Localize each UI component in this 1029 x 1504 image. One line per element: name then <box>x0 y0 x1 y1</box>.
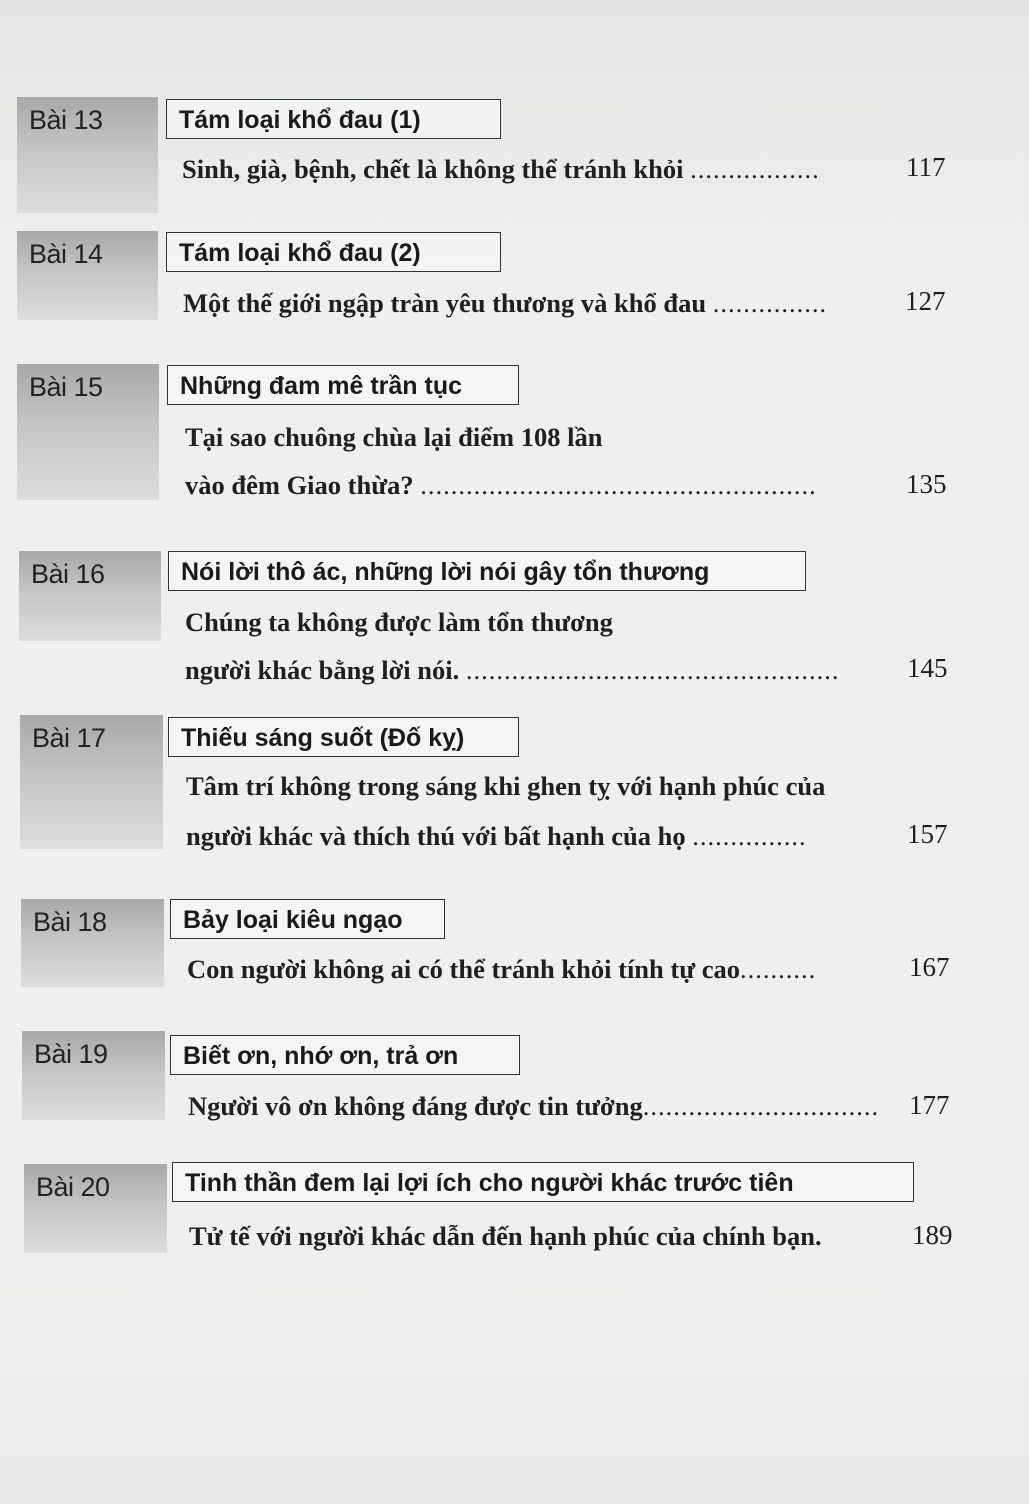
lesson-number: Bài 14 <box>29 239 103 269</box>
page-number[interactable]: 127 <box>905 286 946 316</box>
lesson-description: Tâm trí không trong sáng khi ghen tỵ với hạnh phúc của <box>186 771 826 801</box>
lesson-title[interactable]: Tinh thần đem lại lợi ích cho người khác trước tiên <box>172 1162 914 1202</box>
lesson-description: Tại sao chuông chùa lại điểm 108 lần <box>185 422 603 452</box>
page-number[interactable]: 177 <box>909 1090 950 1120</box>
lesson-label-box <box>21 899 164 987</box>
lesson-description: Con người không ai có thể tránh khỏi tính tự cao.......... <box>187 954 817 984</box>
lesson-title[interactable]: Biết ơn, nhớ ơn, trả ơn <box>170 1035 520 1075</box>
lesson-number: Bài 13 <box>29 105 103 135</box>
lesson-label-box <box>22 1031 165 1120</box>
page-number[interactable]: 157 <box>907 819 948 849</box>
lesson-label-box <box>17 97 158 213</box>
page-number[interactable]: 117 <box>906 152 946 182</box>
lesson-description: Sinh, già, bệnh, chết là không thể tránh khỏi ................. <box>182 154 820 184</box>
lesson-description: vào đêm Giao thừa? .................................................... <box>185 470 817 500</box>
lesson-description: người khác bằng lời nói. ................................................. <box>185 655 840 685</box>
lesson-description: Tử tế với người khác dẫn đến hạnh phúc của chính bạn. <box>189 1221 822 1251</box>
lesson-label-box <box>20 715 163 849</box>
lesson-description: Một thế giới ngập tràn yêu thương và khổ đau ............... <box>183 288 828 318</box>
lesson-label-box <box>17 364 159 500</box>
lesson-number: Bài 16 <box>31 559 105 589</box>
lesson-number: Bài 20 <box>36 1172 110 1202</box>
lesson-description: Người vô ơn không đáng được tin tưởng............................... <box>188 1091 880 1121</box>
lesson-title[interactable]: Những đam mê trần tục <box>167 365 519 405</box>
lesson-description: Chúng ta không được làm tổn thương <box>185 607 613 637</box>
page-number[interactable]: 167 <box>909 952 950 982</box>
lesson-label-box <box>17 231 158 320</box>
lesson-number: Bài 18 <box>33 907 107 937</box>
lesson-title[interactable]: Bảy loại kiêu ngạo <box>170 899 445 939</box>
page-number[interactable]: 189 <box>912 1220 953 1250</box>
lesson-title[interactable]: Thiếu sáng suốt (Đố kỵ) <box>168 717 519 757</box>
page-number[interactable]: 145 <box>907 653 948 683</box>
lesson-number: Bài 17 <box>32 723 106 753</box>
lesson-number: Bài 19 <box>34 1039 108 1069</box>
lesson-label-box <box>19 551 161 641</box>
page-number[interactable]: 135 <box>906 469 947 499</box>
lesson-number: Bài 15 <box>29 372 103 402</box>
lesson-title[interactable]: Tám loại khổ đau (1) <box>166 99 501 139</box>
lesson-title[interactable]: Tám loại khổ đau (2) <box>166 232 501 272</box>
lesson-title[interactable]: Nói lời thô ác, những lời nói gây tổn thương <box>168 551 806 591</box>
lesson-label-box <box>24 1164 167 1253</box>
lesson-description: người khác và thích thú với bất hạnh của họ ............... <box>186 821 807 851</box>
